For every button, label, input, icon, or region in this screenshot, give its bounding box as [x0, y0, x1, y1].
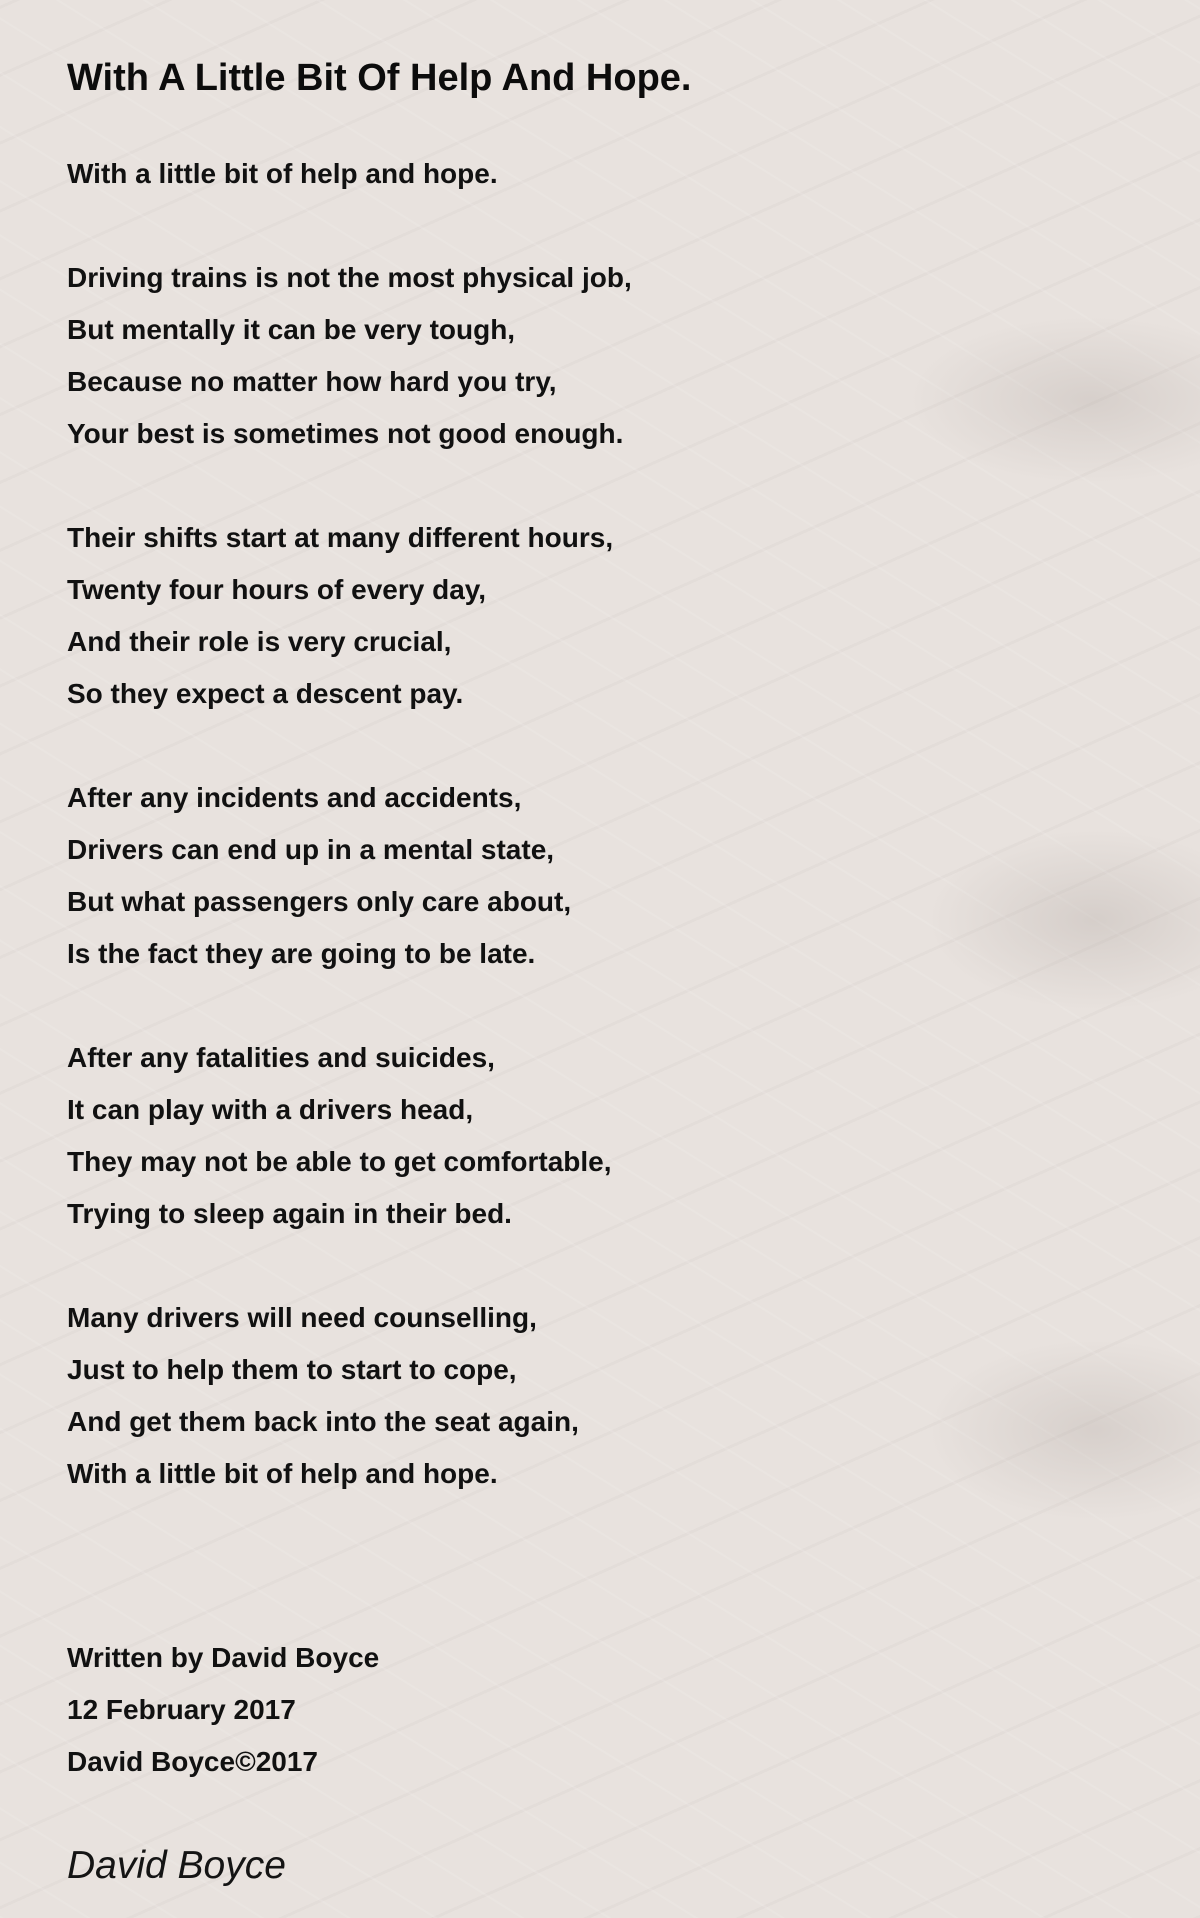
poem-line: But what passengers only care about,: [67, 886, 572, 917]
poem-line: After any incidents and accidents,: [67, 782, 522, 813]
poem-line: Drivers can end up in a mental state,: [67, 834, 555, 865]
poem-page: [67, 48, 1127, 1896]
poem-line: It can play with a drivers head,: [67, 1094, 474, 1125]
poem-line: And their role is very crucial,: [67, 626, 452, 657]
poem-line: Because no matter how hard you try,: [67, 366, 557, 397]
poem-line: Driving trains is not the most physical job,: [67, 262, 632, 293]
author-signature: David Boyce: [67, 1844, 286, 1887]
opening-line: With a little bit of help and hope.: [67, 158, 498, 189]
stanza-4: [67, 1032, 1127, 1240]
poem-line: Just to help them to start to cope,: [67, 1354, 517, 1385]
stanza-2: [67, 512, 1127, 720]
author-credit: Written by David Boyce: [67, 1642, 380, 1673]
poem-line: Their shifts start at many different hours,: [67, 522, 614, 553]
poem-line: Trying to sleep again in their bed.: [67, 1198, 512, 1229]
poem-line: Twenty four hours of every day,: [67, 574, 487, 605]
publish-date: 12 February 2017: [67, 1694, 296, 1725]
poem-line: With a little bit of help and hope.: [67, 1458, 498, 1489]
poem-line: But mentally it can be very tough,: [67, 314, 516, 345]
poem-line: So they expect a descent pay.: [67, 678, 464, 709]
poem-line: Your best is sometimes not good enough.: [67, 418, 624, 449]
stanza-3: [67, 772, 1127, 980]
poem-line: And get them back into the seat again,: [67, 1406, 579, 1437]
poem-line: Is the fact they are going to be late.: [67, 938, 536, 969]
copyright-notice: David Boyce©2017: [67, 1746, 318, 1777]
poem-line: They may not be able to get comfortable,: [67, 1146, 612, 1177]
stanza-1: [67, 252, 1127, 460]
poem-line: After any fatalities and suicides,: [67, 1042, 495, 1073]
stanza-5: [67, 1292, 1127, 1500]
poem-line: Many drivers will need counselling,: [67, 1302, 537, 1333]
poem-title: With A Little Bit Of Help And Hope.: [67, 57, 692, 99]
poem-credits: [67, 1632, 1127, 1788]
